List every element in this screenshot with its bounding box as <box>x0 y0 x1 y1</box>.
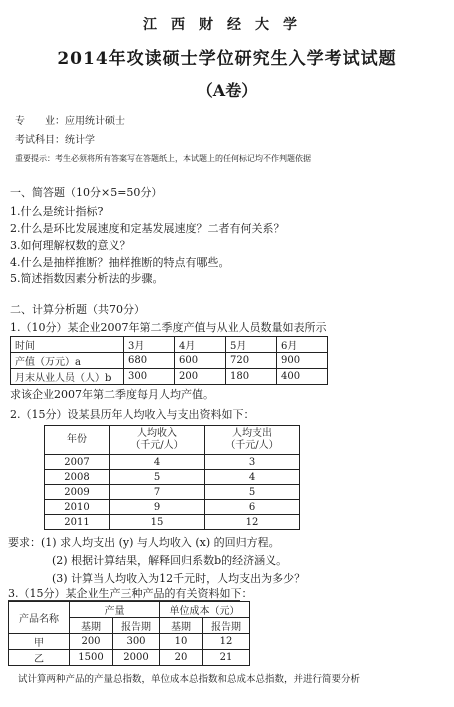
q2-req-1: 要求：(1) 求人均支出 (y) 与人均收入 (x) 的回归方程。 <box>8 536 280 549</box>
table-cell: 1500 <box>70 650 113 666</box>
table-cell: 680 <box>124 353 175 369</box>
subject-line: 考试科目：统计学 <box>15 135 95 146</box>
table-header-cell: 人均收入 （千元/人） <box>110 426 205 455</box>
s1-question: 3.如何理解权数的意义？ <box>10 239 131 252</box>
table-cell: 2008 <box>45 470 110 485</box>
table-cell: 产值（万元）a <box>11 353 124 369</box>
major-line: 专 业：应用统计硕士 <box>15 116 125 127</box>
table-cell: 4 <box>110 455 205 470</box>
table-cell: 12 <box>203 634 250 650</box>
table-cell: 4 <box>205 470 300 485</box>
q2-prompt: 2.（15分）设某县历年人均收入与支出资料如下： <box>10 408 255 421</box>
paper-label: （A卷） <box>196 81 258 100</box>
table-cell: 2010 <box>45 500 110 515</box>
table-cell: 2000 <box>113 650 160 666</box>
table-cell: 乙 <box>9 650 70 666</box>
table-header-cell: 年份 <box>45 426 110 455</box>
table-row <box>11 369 328 385</box>
table-row <box>9 634 250 650</box>
table-cell: 6月 <box>277 337 328 353</box>
table-cell: 10 <box>160 634 203 650</box>
table-header-cell: 人均支出 （千元/人） <box>205 426 300 455</box>
table-cell: 甲 <box>9 634 70 650</box>
exam-title: 2014年攻读硕士学位研究生入学考试试题 <box>57 49 397 69</box>
table-cell: 5 <box>205 485 300 500</box>
s1-question: 4.什么是抽样推断？抽样推断的特点有哪些。 <box>10 256 230 269</box>
table-cell: 15 <box>110 515 205 530</box>
table-cell: 6 <box>205 500 300 515</box>
table-header-cell: 产量 <box>70 602 160 618</box>
section1-heading: 一、简答题（10分×5=50分） <box>10 186 163 199</box>
section2-heading: 二、计算分析题（共70分） <box>10 303 145 316</box>
table-cell: 200 <box>70 634 113 650</box>
q2-req-3: (3) 计算当人均收入为12千元时，人均支出为多少？ <box>52 572 306 585</box>
q3-table <box>8 601 250 666</box>
table-header-cell: 报告期 <box>203 618 250 634</box>
table-cell: 720 <box>226 353 277 369</box>
table-cell: 900 <box>277 353 328 369</box>
table-row <box>9 650 250 666</box>
table-cell: 200 <box>175 369 226 385</box>
table-cell: 5月 <box>226 337 277 353</box>
university-name: 江西财经大学 <box>143 17 311 33</box>
q2-req-2: (2) 根据计算结果，解释回归系数b的经济涵义。 <box>52 554 288 567</box>
table-row <box>45 426 300 455</box>
table-cell: 4月 <box>175 337 226 353</box>
table-row <box>45 515 300 530</box>
table-row <box>45 470 300 485</box>
table-cell: 180 <box>226 369 277 385</box>
q1-table <box>10 336 328 385</box>
table-cell: 2011 <box>45 515 110 530</box>
table-cell: 21 <box>203 650 250 666</box>
table-cell: 400 <box>277 369 328 385</box>
table-header-cell: 基期 <box>70 618 113 634</box>
table-header-cell: 单位成本（元） <box>160 602 250 618</box>
q3-ask: 试计算两种产品的产量总指数，单位成本总指数和总成本总指数，并进行简要分析 <box>18 674 361 685</box>
table-cell: 12 <box>205 515 300 530</box>
table-cell: 7 <box>110 485 205 500</box>
table-header-cell: 报告期 <box>113 618 160 634</box>
q3-prompt: 3.（15分）某企业生产三种产品的有关资料如下： <box>8 587 253 600</box>
table-header-cell: 基期 <box>160 618 203 634</box>
table-cell: 300 <box>113 634 160 650</box>
s1-question: 2.什么是环比发展速度和定基发展速度？二者有何关系？ <box>10 222 285 235</box>
table-cell: 3 <box>205 455 300 470</box>
s1-question: 1.什么是统计指标? <box>10 205 104 218</box>
q1-prompt: 1.（10分）某企业2007年第二季度产值与从业人员数量如表所示 <box>10 321 327 334</box>
table-row <box>9 602 250 618</box>
table-cell: 2007 <box>45 455 110 470</box>
table-cell: 20 <box>160 650 203 666</box>
q2-table <box>44 425 300 530</box>
table-cell: 5 <box>110 470 205 485</box>
notice-line: 重要提示：考生必须将所有答案写在答题纸上，本试题上的任何标记均不作判题依据 <box>15 154 311 163</box>
q1-ask: 求该企业2007年第二季度每月人均产值。 <box>10 388 214 401</box>
table-row <box>11 337 328 353</box>
table-row <box>45 500 300 515</box>
table-cell: 300 <box>124 369 175 385</box>
s1-question: 5.简述指数因素分析法的步骤。 <box>10 272 164 285</box>
table-row <box>45 485 300 500</box>
table-cell: 时间 <box>11 337 124 353</box>
table-row <box>11 353 328 369</box>
table-cell: 3月 <box>124 337 175 353</box>
table-cell: 600 <box>175 353 226 369</box>
table-cell: 2009 <box>45 485 110 500</box>
table-cell: 9 <box>110 500 205 515</box>
table-header-cell: 产品名称 <box>9 602 70 634</box>
table-row <box>45 455 300 470</box>
table-cell: 月末从业人员（人）b <box>11 369 124 385</box>
